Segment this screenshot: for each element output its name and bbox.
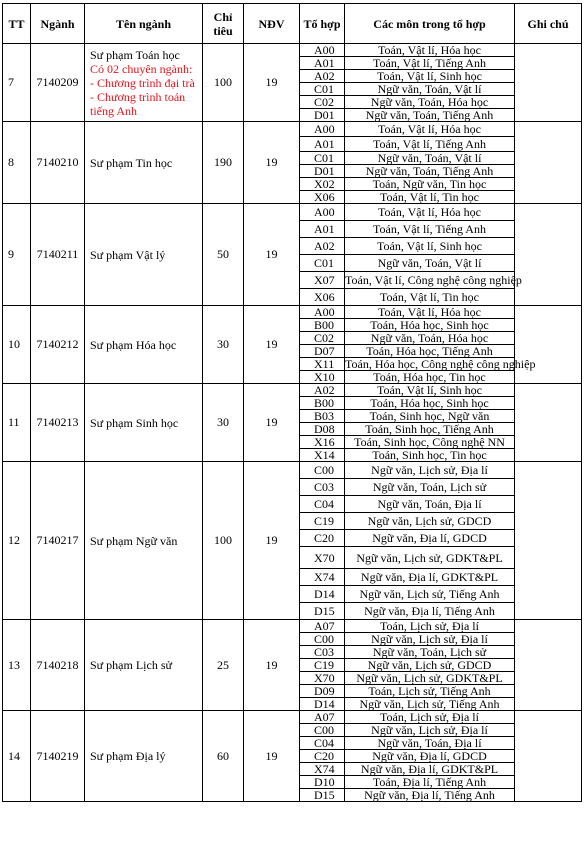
combo-subjects: Toán, Vật lí, Hóa học: [345, 44, 515, 57]
row-quota: 30: [203, 306, 244, 384]
combo-subjects: Ngữ văn, Toán, Vật lí: [345, 255, 515, 272]
combo-code: X06: [300, 191, 345, 204]
combo-subjects: Toán, Vật lí, Công nghệ công nghiệp: [345, 273, 522, 287]
combo-subjects: Ngữ văn, Toán, Tiếng Anh: [345, 165, 515, 178]
row-note: [515, 306, 582, 384]
combo-code: A00: [300, 44, 345, 57]
row-note: [515, 620, 582, 711]
combo-subjects: Toán, Sinh học, Tiếng Anh: [345, 423, 515, 436]
header-combo: Tổ hợp: [300, 4, 345, 44]
row-ndv: 19: [244, 306, 300, 384]
combo-code: D15: [300, 789, 345, 802]
row-name-cell: [85, 620, 203, 711]
combo-code: A00: [300, 204, 345, 221]
combo-subjects: Ngữ văn, Địa lí, GDKT&PL: [345, 569, 515, 586]
header-row: [3, 4, 582, 44]
row-quota: 190: [203, 122, 244, 204]
combo-code: B00: [300, 319, 345, 332]
combo-code: X70: [300, 672, 345, 685]
row-name-note: Có 02 chuyên ngành:: [90, 61, 193, 76]
combo-subjects: Toán, Vật lí, Tiếng Anh: [345, 221, 515, 238]
combo-subjects: Toán, Sinh học, Công nghệ NN: [345, 436, 515, 449]
row-name-cell: [85, 44, 203, 122]
combo-subjects: Ngữ văn, Lịch sử, Địa lí: [345, 462, 515, 479]
row-code: 7140210: [31, 122, 85, 204]
combo-code: B00: [300, 397, 345, 410]
row-tt: 8: [3, 122, 31, 204]
combo-subjects: Toán, Hóa học, Tin học: [345, 371, 515, 384]
row-ndv: 19: [244, 44, 300, 122]
row-name-cell: [85, 384, 203, 462]
row-name: Sư phạm Địa lý: [90, 749, 166, 763]
combo-code: C01: [300, 255, 345, 272]
combo-code: X14: [300, 449, 345, 462]
combo-subjects: Toán, Vật lí, Tiếng Anh: [345, 57, 515, 70]
row-name-cell: [85, 462, 203, 620]
combo-subjects: Ngữ văn, Địa lí, GDKT&PL: [345, 763, 515, 776]
row-note: [515, 462, 582, 620]
combo-code: C00: [300, 462, 345, 479]
combo-subjects: Toán, Lịch sử, Địa lí: [345, 620, 515, 633]
row-name-cell: [85, 122, 203, 204]
row-tt: 9: [3, 204, 31, 306]
combo-subjects: Ngữ văn, Lịch sử, Địa lí: [345, 633, 515, 646]
row-tt: 14: [3, 711, 31, 802]
combo-code: A01: [300, 221, 345, 238]
combo-subjects: Toán, Hóa học, Sinh học: [345, 319, 515, 332]
combo-code: C20: [300, 750, 345, 763]
combo-subjects: Ngữ văn, Toán, Vật lí: [345, 83, 515, 96]
combo-subjects: Ngữ văn, Địa lí, Tiếng Anh: [345, 603, 515, 620]
row-name: Sư phạm Sinh học: [90, 415, 179, 430]
table-row: [3, 306, 582, 319]
row-code: 7140219: [31, 711, 85, 802]
combo-code: A01: [300, 57, 345, 70]
combo-code: A07: [300, 620, 345, 633]
row-name: Sư phạm Ngữ văn: [90, 533, 178, 548]
combo-code: A07: [300, 711, 345, 724]
combo-code: C03: [300, 646, 345, 659]
combo-code: C02: [300, 96, 345, 109]
row-ndv: 19: [244, 462, 300, 620]
row-ndv: 19: [244, 204, 300, 306]
combo-subjects: Toán, Vật lí, Sinh học: [345, 384, 515, 397]
combo-subjects: Ngữ văn, Toán, Lịch sử: [345, 646, 515, 659]
combo-code: A02: [300, 238, 345, 255]
table-row: [3, 711, 582, 724]
combo-code: C20: [300, 530, 345, 547]
row-tt: 11: [3, 384, 31, 462]
combo-subjects: Ngữ văn, Toán, Tiếng Anh: [345, 109, 515, 122]
row-quota: 25: [203, 620, 244, 711]
row-note: [515, 711, 582, 802]
combo-code: A00: [300, 122, 345, 137]
row-note: [515, 44, 582, 122]
row-name: Sư phạm Lịch sử: [90, 658, 173, 672]
combo-code: X16: [300, 436, 345, 449]
table-row: [3, 44, 582, 57]
combo-code: D01: [300, 109, 345, 122]
combo-code: C02: [300, 332, 345, 345]
combo-code: C19: [300, 659, 345, 672]
header-subjects: Các môn trong tổ hợp: [345, 4, 515, 44]
combo-subjects: Toán, Vật lí, Hóa học: [345, 122, 515, 137]
table-row: [3, 620, 582, 633]
header-code: Ngành: [31, 4, 85, 44]
combo-code: D07: [300, 345, 345, 358]
combo-code: A01: [300, 137, 345, 152]
combo-subjects: Toán, Vật lí, Sinh học: [345, 70, 515, 83]
admission-table: [2, 3, 582, 802]
row-tt: 12: [3, 462, 31, 620]
combo-code: D14: [300, 586, 345, 603]
table-row: [3, 384, 582, 397]
combo-subjects: Ngữ văn, Toán, Hóa học: [345, 96, 515, 109]
combo-code: D08: [300, 423, 345, 436]
combo-code: D10: [300, 776, 345, 789]
combo-subjects: Toán, Vật lí, Tiếng Anh: [345, 137, 515, 152]
combo-code: C19: [300, 513, 345, 530]
combo-code: C01: [300, 152, 345, 165]
combo-code: D14: [300, 698, 345, 711]
combo-code: C00: [300, 724, 345, 737]
combo-subjects: Ngữ văn, Toán, Hóa học: [345, 332, 515, 345]
combo-code: D09: [300, 685, 345, 698]
row-name-cell: [85, 204, 203, 306]
combo-subjects: Ngữ văn, Toán, Địa lí: [345, 737, 515, 750]
combo-code: X11: [300, 358, 345, 371]
combo-code: X10: [300, 371, 345, 384]
header-quota: Chỉ tiêu: [203, 4, 244, 44]
row-code: 7140212: [31, 306, 85, 384]
row-quota: 30: [203, 384, 244, 462]
row-code: 7140217: [31, 462, 85, 620]
row-name: Sư phạm Toán học: [90, 47, 180, 62]
row-code: 7140213: [31, 384, 85, 462]
table-row: [3, 462, 582, 479]
combo-subjects: Toán, Ngữ văn, Tin học: [345, 178, 515, 191]
combo-subjects: Toán, Lịch sử, Tiếng Anh: [345, 685, 515, 698]
row-name-note: - Chương trình đại trà: [90, 75, 195, 90]
row-note: [515, 384, 582, 462]
combo-subjects: Toán, Vật lí, Hóa học: [345, 306, 515, 319]
combo-code: X74: [300, 569, 345, 586]
row-ndv: 19: [244, 620, 300, 711]
combo-subjects: Toán, Hóa học, Sinh học: [345, 397, 515, 410]
combo-subjects: Ngữ văn, Lịch sử, Địa lí: [345, 724, 515, 737]
combo-subjects: Toán, Vật lí, Sinh học: [345, 238, 515, 255]
row-name-cell: [85, 711, 203, 802]
row-note: [515, 204, 582, 306]
combo-subjects: Ngữ văn, Lịch sử, GDCD: [345, 659, 515, 672]
combo-subjects: Ngữ văn, Địa lí, GDCD: [345, 530, 515, 547]
combo-subjects: Toán, Hóa học, Tiếng Anh: [345, 345, 515, 358]
header-name: Tên ngành: [85, 4, 203, 44]
row-tt: 7: [3, 44, 31, 122]
combo-subjects: Ngữ văn, Lịch sử, GDKT&PL: [345, 547, 515, 569]
row-ndv: 19: [244, 122, 300, 204]
row-note: [515, 122, 582, 204]
combo-code: X74: [300, 763, 345, 776]
combo-subjects: Toán, Vật lí, Hóa học: [345, 204, 515, 221]
combo-subjects: Ngữ văn, Toán, Vật lí: [345, 152, 515, 165]
header-note: Ghi chú: [515, 4, 582, 44]
row-code: 7140218: [31, 620, 85, 711]
table-row: [3, 204, 582, 221]
header-ndv: NĐV: [244, 4, 300, 44]
row-quota: 60: [203, 711, 244, 802]
combo-subjects: Ngữ văn, Toán, Địa lí: [345, 496, 515, 513]
combo-code: C04: [300, 737, 345, 750]
combo-subjects: Toán, Sinh học, Tin học: [345, 449, 515, 462]
row-name: Sư phạm Hóa học: [90, 337, 177, 352]
combo-subjects: Toán, Sinh học, Ngữ văn: [345, 410, 515, 423]
combo-code: B03: [300, 410, 345, 423]
combo-code: A02: [300, 384, 345, 397]
row-ndv: 19: [244, 384, 300, 462]
row-code: 7140209: [31, 44, 85, 122]
combo-code: D15: [300, 603, 345, 620]
row-quota: 50: [203, 204, 244, 306]
combo-code: X06: [300, 289, 345, 306]
combo-subjects: Ngữ văn, Lịch sử, GDKT&PL: [345, 672, 515, 685]
row-name: Sư phạm Vật lý: [90, 247, 166, 262]
combo-subjects: Toán, Vật lí, Tin học: [345, 289, 515, 306]
combo-subjects: Ngữ văn, Toán, Lịch sử: [345, 479, 515, 496]
combo-code: D01: [300, 165, 345, 178]
header-tt: TT: [3, 4, 31, 44]
row-code: 7140211: [31, 204, 85, 306]
combo-code: X70: [300, 547, 345, 569]
combo-subjects: Ngữ văn, Lịch sử, GDCD: [345, 513, 515, 530]
table-body: [3, 44, 582, 802]
combo-code: X02: [300, 178, 345, 191]
combo-subjects: Ngữ văn, Địa lí, GDCD: [345, 750, 515, 763]
combo-subjects: Toán, Lịch sử, Địa lí: [345, 711, 515, 724]
combo-subjects: Toán, Vật lí, Tin học: [345, 191, 515, 204]
row-ndv: 19: [244, 711, 300, 802]
row-tt: 10: [3, 306, 31, 384]
combo-code: X07: [300, 272, 345, 289]
combo-code: C03: [300, 479, 345, 496]
table-row: [3, 122, 582, 137]
combo-subjects: Ngữ văn, Địa lí, Tiếng Anh: [345, 789, 515, 802]
combo-subjects: Toán, Hóa học, Công nghệ công nghiệp: [345, 357, 536, 371]
combo-subjects: Ngữ văn, Lịch sử, Tiếng Anh: [345, 586, 515, 603]
row-name-note: - Chương trình toán tiếng Anh: [90, 89, 186, 118]
combo-code: C04: [300, 496, 345, 513]
combo-code: C01: [300, 83, 345, 96]
combo-code: A02: [300, 70, 345, 83]
combo-subjects: Ngữ văn, Lịch sử, Tiếng Anh: [345, 698, 515, 711]
combo-code: A00: [300, 306, 345, 319]
row-name: Sư phạm Tin học: [90, 155, 173, 170]
combo-code: C00: [300, 633, 345, 646]
row-tt: 13: [3, 620, 31, 711]
combo-subjects: Toán, Địa lí, Tiếng Anh: [345, 776, 515, 789]
row-name-cell: [85, 306, 203, 384]
row-quota: 100: [203, 462, 244, 620]
row-quota: 100: [203, 44, 244, 122]
